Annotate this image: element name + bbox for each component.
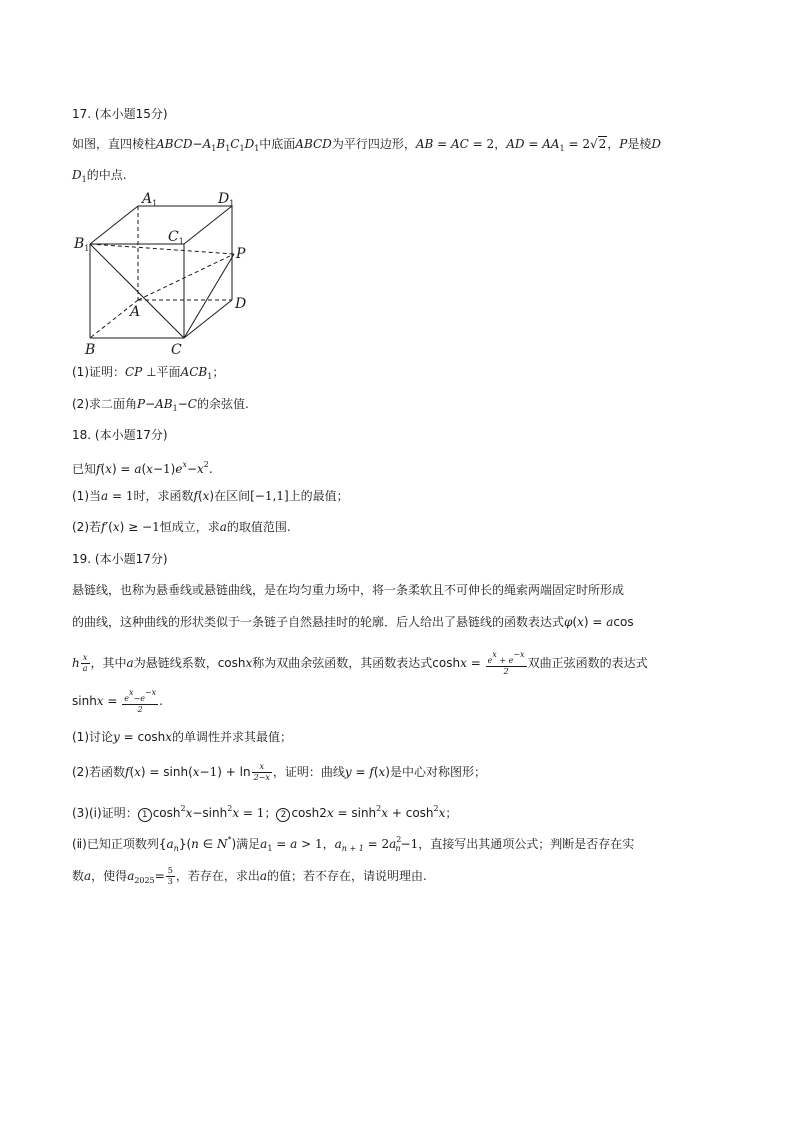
q19-last: 数a，使得$a_{2025}=$ $\frac{5}{3}$ ，若存在，求出a的值；若不存在，请说明理由. xyxy=(72,866,427,886)
label-d: D xyxy=(235,296,247,312)
label-b: B xyxy=(85,342,96,358)
q17-stem-cont: $D_1$的中点. xyxy=(72,168,127,184)
q19-p2: 的曲线，这种曲线的形状类似于一条链子自然悬挂时的轮廓．后人给出了悬链线的函数表达式φ(x) = acos xyxy=(72,615,634,629)
prism-figure xyxy=(72,188,262,358)
label-a1: $A_1$ xyxy=(142,191,158,208)
q19-p1: 悬链线，也称为悬垂线或悬链曲线，是在均匀重力场中，将一条柔软且不可伸长的绳索两端固定时所形成 xyxy=(72,583,625,597)
label-c: C xyxy=(171,342,182,358)
q19-part2: (2)若函数f(x) = sinh(x−1) + ln $\frac{x}{2-x}$ ，证明：曲线y = f(x)是中心对称图形； xyxy=(72,762,486,782)
hidden-edges xyxy=(90,206,234,338)
label-p: P xyxy=(236,246,246,262)
q19-part3i: (3)(ⅰ)证明： 1 $\cosh^2x-\sinh^2x = 1$； 2 $\cosh 2x = \sinh^2x + \cosh^2x$； xyxy=(72,804,458,820)
q19-header: 19. (本小题17分) xyxy=(72,552,168,566)
q19-part3ii: (ⅱ)已知正项数列$\{a_n\}(n$ ∈ N*)满足$a_1 = a > 1$，$a_{n + 1} = 2a^2_n-1$，直接写出其通项公式；判断是否存在实 xyxy=(72,835,635,853)
label-c1: $C_1$ xyxy=(168,229,184,246)
q18-part2: (2)若f′(x) ≥ −1恒成立，求a的取值范围. xyxy=(72,520,291,534)
q18-stem: 已知$f(x) = a(x-1)e^x-x^2$. xyxy=(72,460,213,476)
q19-p3: h $\frac{x}{a}$ ，其中a为悬链线系数，coshx称为双曲余弦函数，其函数表达式coshx = $\frac{e^x + e^{-x}}{2}$ 双曲正弦函数的表达式 xyxy=(72,650,648,676)
q18-part1: (1)当a = 1时，求函数f(x)在区间[−1,1]上的最值； xyxy=(72,489,349,503)
q19-p4: sinhx = $\frac{e^x-e^{-x}}{2}$ . xyxy=(72,688,163,714)
solid-edges xyxy=(90,206,234,338)
q17-stem: 如图，直四棱柱$ABCD-A_1B_1C_1D_1$中底面ABCD为平行四边形，AB = AC = 2，AD = $AA_1 = 2√2$，P是棱D xyxy=(72,137,661,153)
q18-header: 18. (本小题17分) xyxy=(72,428,168,442)
q19-part1: (1)讨论y = coshx的单调性并求其最值； xyxy=(72,730,293,744)
q17-part1: (1)证明：CP ⊥平面$ACB_1$； xyxy=(72,365,225,381)
label-b1: $B_1$ xyxy=(74,236,90,253)
q17-part2: (2)求二面角$P-AB_1-C$的余弦值. xyxy=(72,397,249,413)
label-a: A xyxy=(130,304,141,320)
label-d1: $D_1$ xyxy=(218,191,235,208)
q17-header: 17. (本小题15分) xyxy=(72,107,168,121)
